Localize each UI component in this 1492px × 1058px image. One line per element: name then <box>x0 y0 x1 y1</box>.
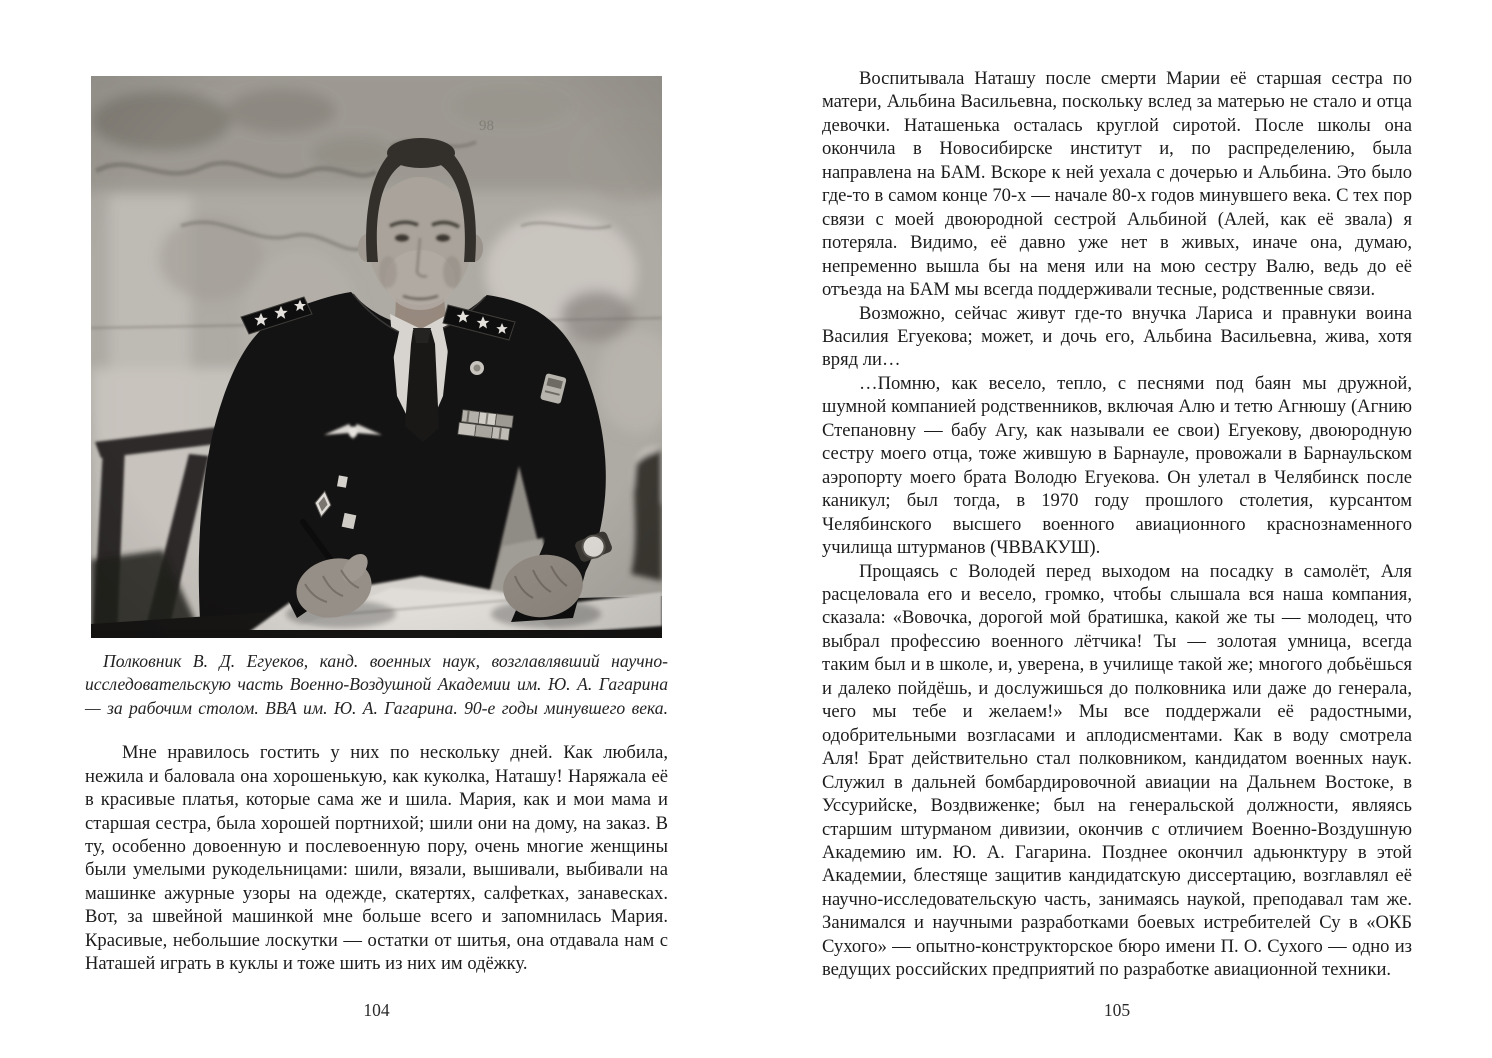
page-left <box>85 0 668 1058</box>
page-right <box>822 0 1412 1058</box>
page-number-right: 105 <box>1103 1000 1131 1020</box>
right-page-paragraph-2: Возможно, сейчас живут где-то внучка Лариса и правнуки воина Василия Егуекова; может, и дочь его, Альбина Васильевна, жива, хотя вряд ли… <box>822 302 1412 371</box>
photo-figure <box>85 76 668 720</box>
right-page-paragraph-3: …Помню, как весело, тепло, с песнями под баян мы дружной, шумной компанией родственников, включая Алю и тетю Агнюшу (Агнию Степановну — бабу Агу, как называли ее свои) Егуекову, двоюродную сестру моего отца, тоже жившую в Барнауле, провожали в Барнаульском аэропорту моего брата Володю Егуекова. Он улетал в Челябинск после каникул; был тогда, в 1970 году прошлого столетия, курсантом Челябинского высшего военного авиационного краснознаменного училища штурманов (ЧВВАКУШ). <box>822 372 1412 559</box>
left-page-paragraph: Мне нравилось гостить у них по нескольку дней. Как любила, нежила и баловала она хорошенькую, как куколка, Наташу! Наряжала её в красивые платья, которые сама же и шила. Мария, как и мои мама и старшая сестра, была хорошей портнихой; шили они на дому, на заказ. В ту, особенно довоенную и послевоенную пору, очень многие женщины были умелыми рукодельницами: шили, вязали, вышивали, выбивали на машинке ажурные узоры на одежде, скатертях, салфетках, занавесках. Вот, за швейной машинкой мне больше всего и запомнилась Мария. Красивые, небольшие лоскутки — остатки от шитья, она отдавала нам с Наташей играть в куклы и тоже шить из них им одёжку. <box>85 742 668 975</box>
right-page-text <box>822 0 1412 982</box>
right-page-paragraph-4: Прощаясь с Володей перед выходом на посадку в самолёт, Аля расцеловала его и весело, громко, чтобы слышала вся наша компания, сказала: «Вовочка, дорогой мой братишка, какой же ты — молодец, что выбрал профессию военного лётчика! Ты — золотая умница, всегда таким был и в школе, и, уверена, в училище такой же; многого добьёшься и далеко пойдёшь, и дослужишься до полковника или даже до генерала, чего мы тебе и желаем!» Мы все поддержали её радостными, одобрительными возгласами и аплодисментами. Как в воду смотрела Аля! Брат действительно стал полковником, кандидатом военных наук. Служил в дальней бомбардировочной авиации на Дальнем Востоке, в Уссурийске, Воздвиженке; был на генеральской должности, являясь старшим штурманом дивизии, окончив с отличием Военно-Воздушную Академию им. Ю. А. Гагарина. Позднее окончил адьюнктуру в этой Академии, блестяще защитив кандидатскую диссертацию, возглавлял её научно-исследовательскую часть, занимаясь наукой, преподавал там же. Занимался и научными разработками боевых истребителей Су в «ОКБ Сухого» — опытно-конструкторское бюро имени П. О. Сухого — одно из ведущих российских предприятий по разработке авиационной техники. <box>822 560 1412 981</box>
page-number-left: 104 <box>363 1000 390 1020</box>
right-page-paragraph-1: Воспитывала Наташу после смерти Марии её старшая сестра по матери, Альбина Васильевна, поскольку вслед за матерью не стало и отца девочки. Наташенька осталась круглой сиротой. После школы она окончила в Новосибирске институт и, по распределению, была направлена на БАМ. Вскоре к ней уехала с дочерью и Альбина. Это было где-то в самом конце 70-х — начале 80-х годов минувшего века. С тех пор связи с моей двоюродной сестрой Альбиной (Алей, как её звала) я потеряла. Видимо, её давно уже нет в живых, иначе она, думаю, непременно вышла бы на меня или на мою сестру Валю, ведь до её отъезда на БАМ мы всегда поддерживали тесные, родственные связи. <box>822 68 1412 301</box>
photo-caption: Полковник В. Д. Егуеков, канд. военных наук, возглавлявший научно-исследовательскую часть Военно-Воздушной Академии им. Ю. А. Гагарина — за рабочим столом. ВВА им. Ю. А. Гагарина. 90-е годы минувшего века. <box>85 651 668 718</box>
officer-photo <box>91 76 662 638</box>
